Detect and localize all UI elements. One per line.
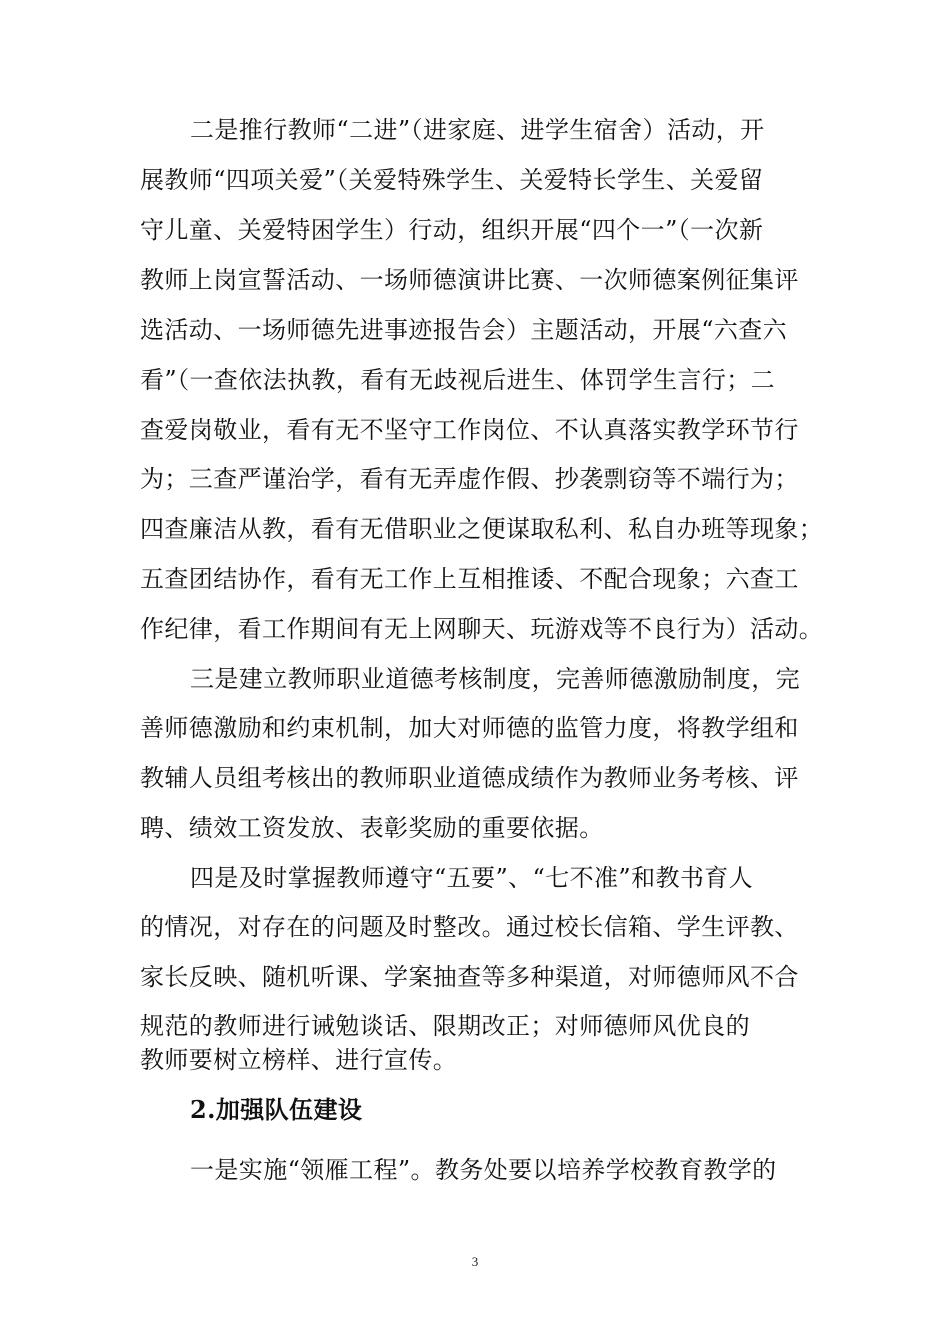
paragraph-3-line-2: 善师德激励和约束机制，加大对师德的监管力度，将教学组和 xyxy=(140,714,799,742)
section-heading: 2.加强队伍建设 xyxy=(190,1095,363,1124)
paragraph-2-line-8: 为；三查严谨治学，看有无弄虚作假、抄袭剽窃等不端行为； xyxy=(140,465,799,493)
paragraph-4-line-5: 教师要树立榜样、进行宣传。 xyxy=(140,1046,458,1074)
paragraph-4-line-2: 的情况，对存在的问题及时整改。通过校长信箱、学生评教、 xyxy=(140,913,799,941)
paragraph-2-line-11: 作纪律，看工作期间有无上网聊天、玩游戏等不良行为）活动。 xyxy=(140,615,824,643)
paragraph-2-line-7: 查爱岗敬业，看有无不坚守工作岗位、不认真落实教学环节行 xyxy=(140,416,799,444)
paragraph-2-line-9: 四查廉洁从教，看有无借职业之便谋取私利、私自办班等现象； xyxy=(140,515,824,543)
paragraph-3-line-3: 教辅人员组考核出的教师职业道德成绩作为教师业务考核、评 xyxy=(140,764,799,792)
paragraph-4-line-3: 家长反映、随机听课、学案抽查等多种渠道，对师德师风不合 xyxy=(140,963,799,991)
paragraph-2-line-4: 教师上岗宣誓活动、一场师德演讲比赛、一次师德案例征集评 xyxy=(140,266,799,294)
paragraph-4-line-1: 四是及时掌握教师遵守“五要”、“七不准”和教书育人 xyxy=(190,864,754,892)
paragraph-2-line-2: 展教师“四项关爱”（关爱特殊学生、关爱特长学生、关爱留 xyxy=(140,166,764,194)
paragraph-4-line-4: 规范的教师进行诫勉谈话、限期改正；对师德师风优良的 xyxy=(140,1012,750,1040)
paragraph-2-line-1: 二是推行教师“二进”（进家庭、进学生宿舍）活动，开 xyxy=(190,116,765,144)
page-number: 3 xyxy=(471,1254,479,1269)
paragraph-2-line-6: 看”（一查依法执教，看有无歧视后进生、体罚学生言行；二 xyxy=(140,366,776,394)
paragraph-2-line-3: 守儿童、关爱特困学生）行动，组织开展“四个一”（一次新 xyxy=(140,216,764,244)
paragraph-3-line-1: 三是建立教师职业道德考核制度，完善师德激励制度，完 xyxy=(190,665,800,693)
paragraph-3-line-4: 聘、绩效工资发放、表彰奖励的重要依据。 xyxy=(140,814,604,842)
paragraph-2-line-10: 五查团结协作，看有无工作上互相推诿、不配合现象；六查工 xyxy=(140,565,799,593)
paragraph-5-line-1: 一是实施“领雁工程”。教务处要以培养学校教育教学的 xyxy=(190,1156,777,1184)
paragraph-2-line-5: 选活动、一场师德先进事迹报告会）主题活动，开展“六查六 xyxy=(140,316,788,344)
